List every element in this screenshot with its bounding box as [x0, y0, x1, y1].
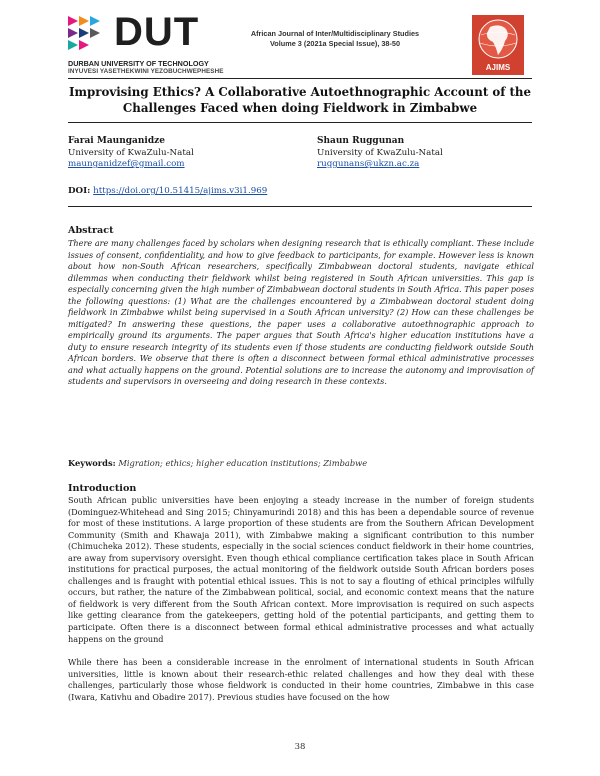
- ajims-emblem-icon: [472, 15, 524, 75]
- header-rule-bottom: [68, 122, 532, 123]
- author-2: [317, 136, 443, 171]
- introduction-paragraph-2: While there has been a considerable increase in the enrolment of international students in South African universities, little is known about their research-ethic related challenges and how they deal with these challenges, particularly those whose fieldwork is conducted in their home countries, Zimbabwe in this case (Iwara, Kativhu and Obadire 2017). Previous studies have focused on the how: [68, 657, 534, 702]
- doi-rule: [68, 206, 532, 207]
- author-email-link[interactable]: maunganidzef@gmail.com: [68, 159, 185, 169]
- doi-label: DOI:: [68, 186, 91, 196]
- author-name: Farai Maunganidze: [68, 136, 165, 146]
- dut-name-zulu: INYUVESI YASETHEKWINI YEZOBUCHWEPHESHE: [68, 68, 224, 75]
- journal-volume: Volume 3 (2021a Special Issue), 38-50: [269, 39, 401, 48]
- page-number: 38: [294, 742, 306, 752]
- ajims-label: AJIMS: [485, 63, 511, 72]
- introduction-paragraph-1: South African public universities have been enjoying a steady increase in the number of foreign students (Dominguez-Whitehead and Sing 2015; Chinyamurindi 2018) and this has been a dependable source of revenue for most of these institutions. A large proportion of these students are from the Southern African Development Community (Smith and Khawaja 2011), with Zimbabwe making a significant contribution to this number (Chimucheka 2012). These students, especially in the social sciences conduct fieldwork in their home countries, are away from supervisory oversight. Even though ethical compliance certification takes place in South African institutions for practical purposes, the actual monitoring of the fieldwork outside South African borders poses challenges and is fraught with potential ethical issues. This is not to say a flouting of ethical principles wilfully occurs, but rather, the nature of the Zimbabwean political, social, and economic context means that the nature of fieldwork is very different from the South African context. More improvisation is required on such aspects like getting clearance from the gatekeepers, getting hold of the potential participants, and getting them to participate. Often there is a disconnect between formal ethical administrative processes and what actually happens on the ground: [68, 495, 534, 644]
- doi-line: [68, 186, 267, 196]
- journal-info: [210, 29, 460, 49]
- dut-wordmark: DUT: [114, 10, 200, 54]
- author-affiliation: University of KwaZulu-Natal: [68, 147, 194, 158]
- author-1: [68, 136, 194, 171]
- abstract-text: There are many challenges faced by scholars when designing research that is ethically compliant. These include issues of consent, confidentiality, and how to give feedback to participants, for example. However less is known about how non-South African researchers, specifically Zimbabwean doctoral students, navigate ethical dilemmas when conducting their fieldwork whilst being registered in South African universities. This gap is especially concerning given the high number of Zimbabwean doctoral students in South Africa. This paper poses the following questions: (1) What are the challenges encountered by a Zimbabwean doctoral student doing fieldwork in Zimbabwe whilst being supervised in a South African university? (2) How can these challenges be mitigated? In answering these questions, the paper uses a collaborative autoethnographic approach to empirically ground its arguments. The paper argues that South Africa's higher education institutions have a duty to ensure research integrity of its students even if those students are conducting fieldwork outside South African borders. We observe that there is often a disconnect between formal ethical administrative processes and what actually happens on the ground. Potential solutions are to increase the autonomy and improvisation of students and supervisors in overseeing and doing research in these contexts.: [68, 238, 534, 386]
- doi-link[interactable]: https://doi.org/10.51415/ajims.v3i1.969: [93, 186, 268, 196]
- article-title-line2: Challenges Faced when doing Fieldwork in Zimbabwe: [122, 101, 478, 115]
- journal-name: African Journal of Inter/Multidisciplinary Studies: [250, 29, 420, 38]
- author-affiliation: University of KwaZulu-Natal: [317, 147, 443, 158]
- introduction-heading: Introduction: [68, 483, 137, 494]
- dut-name-english: DURBAN UNIVERSITY OF TECHNOLOGY: [68, 59, 209, 68]
- abstract-heading: Abstract: [68, 225, 114, 236]
- author-email-link[interactable]: ruggunans@ukzn.ac.za: [317, 159, 420, 169]
- dut-triangles-icon: [68, 16, 112, 52]
- author-name: Shaun Ruggunan: [317, 136, 405, 146]
- keywords-list: Migration; ethics; higher education institutions; Zimbabwe: [118, 458, 368, 468]
- keywords-line: [68, 458, 534, 468]
- article-title-line1: Improvising Ethics? A Collaborative Autoethnographic Account of the: [69, 85, 531, 99]
- ajims-logo: [472, 15, 524, 75]
- keywords-label: Keywords:: [68, 458, 116, 468]
- dut-logo: [68, 10, 224, 84]
- header-rule-top: [68, 78, 532, 79]
- article-title: [68, 84, 532, 116]
